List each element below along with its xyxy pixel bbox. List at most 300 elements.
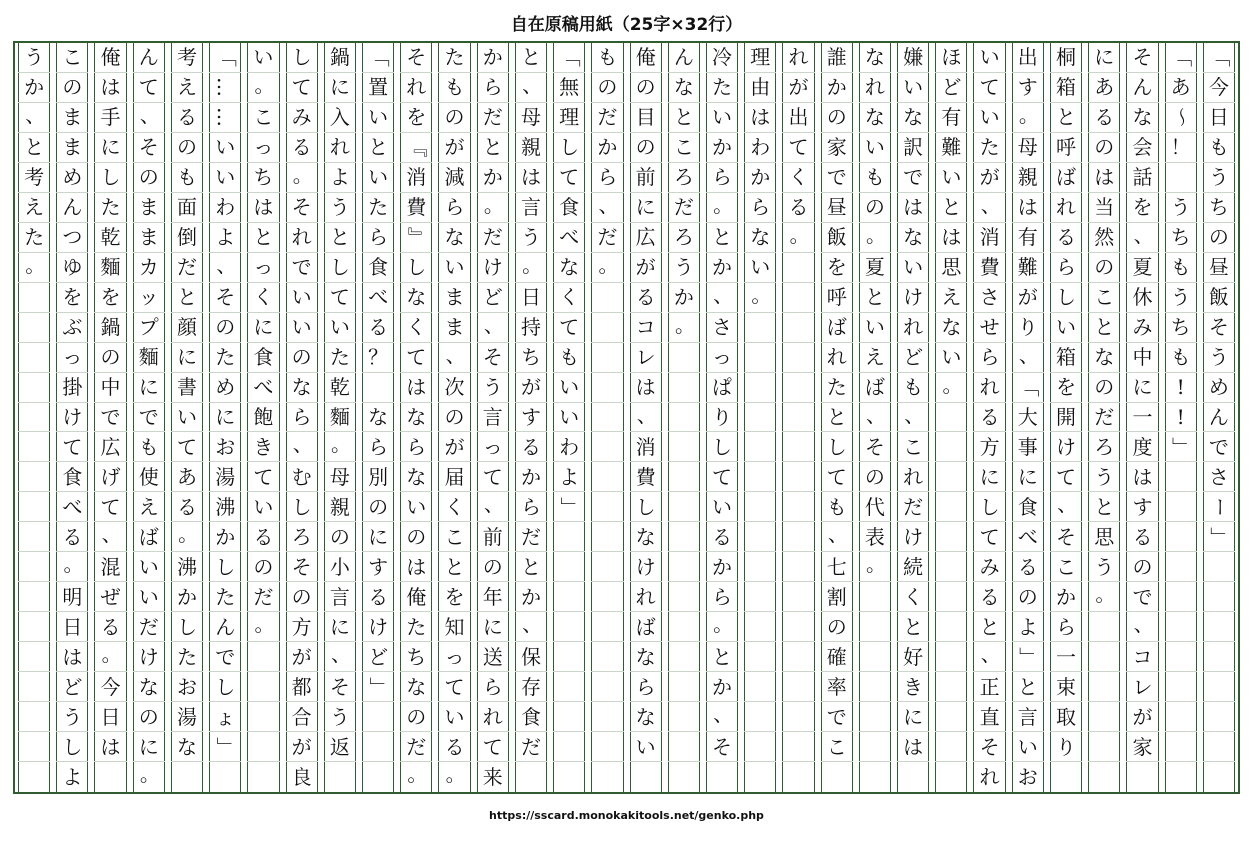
- grid-cell: 、: [515, 73, 547, 103]
- grid-cell: [18, 432, 50, 462]
- grid-cell: が: [1012, 283, 1044, 313]
- grid-cell: く: [897, 582, 929, 612]
- grid-cell: [859, 732, 891, 762]
- grid-cell: 。: [591, 253, 623, 283]
- grid-cell: 麵: [94, 253, 126, 283]
- grid-cell: に: [1012, 462, 1044, 492]
- manuscript-line: [244, 43, 282, 792]
- grid-cell: [744, 522, 776, 552]
- grid-cell: う: [1203, 343, 1235, 373]
- grid-cell: す: [362, 552, 394, 582]
- grid-cell: な: [171, 732, 203, 762]
- grid-cell: ま: [133, 193, 165, 223]
- grid-cell: も: [1165, 253, 1197, 283]
- grid-cell: [591, 403, 623, 433]
- grid-cell: と: [1050, 103, 1082, 133]
- grid-cell: 、: [897, 403, 929, 433]
- grid-cell: !: [1165, 403, 1197, 433]
- grid-cell: [1088, 672, 1120, 702]
- grid-cell: に: [133, 732, 165, 762]
- grid-cell: な: [133, 672, 165, 702]
- grid-cell: よ: [324, 163, 356, 193]
- grid-cell: に: [1126, 373, 1158, 403]
- grid-cell: ろ: [668, 223, 700, 253]
- grid-cell: 俺: [400, 582, 432, 612]
- grid-cell: [668, 612, 700, 642]
- grid-cell: い: [400, 492, 432, 522]
- grid-cell: も: [897, 373, 929, 403]
- grid-cell: [94, 762, 126, 792]
- grid-cell: な: [744, 223, 776, 253]
- grid-cell: て: [133, 73, 165, 103]
- grid-cell: こ: [56, 43, 88, 73]
- grid-cell: [591, 343, 623, 373]
- grid-cell: の: [1088, 373, 1120, 403]
- grid-cell: け: [56, 403, 88, 433]
- grid-cell: 日: [94, 702, 126, 732]
- grid-cell: 。: [56, 552, 88, 582]
- grid-cell: か: [591, 133, 623, 163]
- grid-cell: い: [286, 313, 318, 343]
- grid-cell: 割: [821, 582, 853, 612]
- grid-cell: る: [286, 133, 318, 163]
- grid-cell: て: [973, 522, 1005, 552]
- grid-cell: 年: [477, 582, 509, 612]
- grid-cell: ん: [209, 612, 241, 642]
- grid-cell: す: [515, 403, 547, 433]
- grid-cell: 送: [477, 642, 509, 672]
- grid-cell: な: [400, 462, 432, 492]
- grid-cell: れ: [1050, 193, 1082, 223]
- grid-cell: る: [515, 432, 547, 462]
- grid-cell: こ: [247, 103, 279, 133]
- grid-cell: そ: [859, 432, 891, 462]
- grid-cell: 掛: [56, 373, 88, 403]
- grid-cell: ま: [133, 223, 165, 253]
- grid-cell: [18, 552, 50, 582]
- grid-cell: [859, 582, 891, 612]
- grid-cell: 今: [94, 672, 126, 702]
- grid-cell: [782, 492, 814, 522]
- grid-cell: そ: [706, 732, 738, 762]
- grid-cell: ん: [1126, 73, 1158, 103]
- grid-cell: に: [171, 343, 203, 373]
- grid-cell: [591, 762, 623, 792]
- grid-cell: た: [362, 193, 394, 223]
- grid-cell: 箱: [1050, 343, 1082, 373]
- grid-cell: 、: [706, 702, 738, 732]
- grid-cell: め: [1203, 373, 1235, 403]
- grid-cell: [630, 762, 662, 792]
- grid-cell: る: [1088, 103, 1120, 133]
- grid-cell: て: [782, 133, 814, 163]
- grid-cell: 来: [482, 765, 503, 789]
- grid-cell: [18, 672, 50, 702]
- grid-cell: な: [400, 672, 432, 702]
- grid-cell: な: [286, 373, 318, 403]
- grid-cell: [782, 403, 814, 433]
- grid-cell: 母: [1012, 133, 1044, 163]
- grid-cell: し: [286, 43, 318, 73]
- grid-cell: [591, 582, 623, 612]
- grid-cell: ら: [438, 193, 470, 223]
- grid-cell: [744, 702, 776, 732]
- grid-cell: に: [630, 193, 662, 223]
- grid-cell: 桐: [1050, 43, 1082, 73]
- grid-cell: お: [209, 432, 241, 462]
- grid-cell: [362, 732, 394, 762]
- manuscript-line: [512, 43, 550, 792]
- grid-cell: る: [1012, 552, 1044, 582]
- grid-cell: [1165, 582, 1197, 612]
- grid-cell: い: [630, 732, 662, 762]
- grid-cell: 話: [1126, 163, 1158, 193]
- grid-cell: は: [247, 193, 279, 223]
- grid-cell: [744, 462, 776, 492]
- grid-cell: と: [706, 642, 738, 672]
- grid-cell: [744, 373, 776, 403]
- grid-cell: か: [706, 672, 738, 702]
- grid-cell: し: [56, 732, 88, 762]
- grid-cell: 、: [1126, 223, 1158, 253]
- grid-cell: [18, 762, 50, 792]
- grid-cell: の: [400, 522, 432, 552]
- grid-cell: [668, 702, 700, 732]
- manuscript-line: [1009, 43, 1047, 792]
- grid-cell: し: [286, 492, 318, 522]
- grid-cell: は: [744, 103, 776, 133]
- grid-cell: は: [897, 732, 929, 762]
- grid-cell: に: [362, 522, 394, 552]
- grid-cell: 消: [630, 432, 662, 462]
- grid-cell: 沸: [171, 552, 203, 582]
- grid-cell: に: [94, 133, 126, 163]
- grid-cell: か: [515, 462, 547, 492]
- grid-cell: た: [324, 343, 356, 373]
- grid-cell: い: [973, 43, 1005, 73]
- grid-cell: は: [515, 163, 547, 193]
- grid-cell: 書: [171, 373, 203, 403]
- manuscript-line: [359, 43, 397, 792]
- grid-cell: な: [553, 253, 585, 283]
- grid-cell: ら: [286, 403, 318, 433]
- grid-cell: 都: [286, 672, 318, 702]
- grid-cell: [668, 462, 700, 492]
- grid-cell: 』: [400, 223, 432, 253]
- grid-cell: ろ: [286, 522, 318, 552]
- grid-cell: の: [209, 313, 241, 343]
- grid-cell: [782, 462, 814, 492]
- grid-cell: [859, 612, 891, 642]
- grid-cell: [668, 762, 700, 792]
- grid-cell: [859, 672, 891, 702]
- grid-cell: [744, 642, 776, 672]
- grid-cell: い: [1050, 313, 1082, 343]
- grid-cell: し: [209, 672, 241, 702]
- grid-cell: な: [897, 223, 929, 253]
- grid-cell: は: [56, 642, 88, 672]
- manuscript-line: [588, 43, 626, 792]
- grid-cell: か: [477, 163, 509, 193]
- grid-cell: し: [171, 612, 203, 642]
- grid-cell: [591, 672, 623, 702]
- grid-cell: 合: [286, 702, 318, 732]
- grid-cell: て: [706, 462, 738, 492]
- grid-cell: 」: [209, 732, 241, 762]
- grid-cell: [553, 522, 585, 552]
- grid-cell: の: [247, 552, 279, 582]
- grid-cell: に: [324, 612, 356, 642]
- grid-cell: い: [706, 492, 738, 522]
- grid-cell: を: [821, 253, 853, 283]
- grid-cell: 方: [973, 432, 1005, 462]
- grid-cell: [1165, 702, 1197, 732]
- grid-cell: [744, 612, 776, 642]
- grid-cell: い: [133, 552, 165, 582]
- grid-cell: れ: [324, 133, 356, 163]
- grid-cell: す: [1126, 492, 1158, 522]
- grid-cell: 食: [515, 702, 547, 732]
- grid-cell: な: [935, 313, 967, 343]
- grid-cell: ら: [477, 672, 509, 702]
- grid-cell: ろ: [668, 163, 700, 193]
- manuscript-line: [15, 43, 53, 792]
- grid-cell: 消: [400, 163, 432, 193]
- grid-cell: そ: [1203, 313, 1235, 343]
- grid-cell: ぜ: [94, 582, 126, 612]
- grid-cell: 由: [744, 73, 776, 103]
- grid-cell: [18, 283, 50, 313]
- grid-cell: [18, 642, 50, 672]
- grid-cell: し: [821, 432, 853, 462]
- grid-cell: だ: [591, 223, 623, 253]
- grid-cell: て: [553, 163, 585, 193]
- grid-cell: の: [821, 612, 853, 642]
- grid-cell: ら: [630, 672, 662, 702]
- grid-cell: も: [591, 43, 623, 73]
- grid-cell: 良: [291, 765, 312, 789]
- grid-cell: [591, 732, 623, 762]
- grid-cell: [1203, 702, 1235, 732]
- grid-cell: 知: [438, 612, 470, 642]
- grid-cell: こ: [1088, 283, 1120, 313]
- page-title: 自在原稿用紙（25字×32行）: [510, 15, 743, 35]
- grid-cell: れ: [477, 702, 509, 732]
- grid-cell: で: [821, 702, 853, 732]
- grid-cell: だ: [477, 103, 509, 133]
- grid-cell: の: [1088, 133, 1120, 163]
- grid-cell: [859, 702, 891, 732]
- grid-cell: い: [859, 313, 891, 343]
- grid-cell: た: [94, 193, 126, 223]
- grid-cell: ど: [362, 642, 394, 672]
- grid-cell: ろ: [1088, 432, 1120, 462]
- grid-cell: 乾: [324, 373, 356, 403]
- grid-cell: の: [859, 193, 891, 223]
- grid-cell: [935, 522, 967, 552]
- grid-cell: 。: [247, 612, 279, 642]
- grid-cell: 俺: [630, 43, 662, 73]
- grid-cell: と: [668, 103, 700, 133]
- grid-cell: に: [477, 612, 509, 642]
- grid-cell: [744, 343, 776, 373]
- grid-cell: だ: [477, 223, 509, 253]
- grid-cell: 食: [362, 253, 394, 283]
- grid-cell: る: [362, 313, 394, 343]
- grid-cell: 鍋: [94, 313, 126, 343]
- grid-cell: け: [1050, 432, 1082, 462]
- grid-cell: に: [209, 403, 241, 433]
- grid-cell: 麵: [133, 343, 165, 373]
- grid-cell: の: [1126, 552, 1158, 582]
- grid-cell: そ: [286, 193, 318, 223]
- grid-cell: と: [362, 133, 394, 163]
- grid-cell: か: [706, 133, 738, 163]
- grid-cell: 沸: [209, 492, 241, 522]
- grid-cell: ほ: [935, 43, 967, 73]
- grid-cell: の: [286, 343, 318, 373]
- grid-cell: [591, 313, 623, 343]
- grid-cell: [668, 582, 700, 612]
- manuscript-line: [550, 43, 588, 792]
- grid-cell: る: [630, 283, 662, 313]
- grid-cell: っ: [477, 432, 509, 462]
- grid-cell: 」: [1012, 642, 1044, 672]
- grid-cell: 、: [477, 313, 509, 343]
- grid-cell: [782, 672, 814, 702]
- grid-cell: っ: [438, 642, 470, 672]
- grid-cell: て: [56, 432, 88, 462]
- grid-cell: れ: [859, 73, 891, 103]
- grid-cell: て: [477, 462, 509, 492]
- manuscript-line: [1085, 43, 1123, 792]
- grid-cell: 、: [209, 253, 241, 283]
- grid-cell: が: [438, 133, 470, 163]
- manuscript-line: [741, 43, 779, 792]
- grid-cell: 昼: [821, 193, 853, 223]
- grid-cell: の: [94, 343, 126, 373]
- grid-cell: い: [973, 103, 1005, 133]
- grid-cell: だ: [897, 492, 929, 522]
- grid-cell: [1165, 163, 1197, 193]
- grid-cell: 。: [935, 373, 967, 403]
- grid-cell: 開: [1050, 403, 1082, 433]
- grid-cell: [782, 522, 814, 552]
- grid-cell: [324, 762, 356, 792]
- grid-cell: [1165, 762, 1197, 792]
- grid-cell: ぱ: [706, 373, 738, 403]
- grid-cell: 湯: [209, 462, 241, 492]
- grid-cell: る: [362, 582, 394, 612]
- grid-cell: べ: [56, 492, 88, 522]
- grid-cell: で: [209, 642, 241, 672]
- grid-cell: わ: [744, 133, 776, 163]
- grid-cell: [668, 522, 700, 552]
- grid-cell: ち: [1165, 223, 1197, 253]
- grid-cell: こ: [1050, 552, 1082, 582]
- grid-cell: り: [706, 403, 738, 433]
- grid-cell: べ: [247, 373, 279, 403]
- grid-cell: る: [1126, 522, 1158, 552]
- grid-cell: 食: [1012, 492, 1044, 522]
- grid-cell: 目: [630, 103, 662, 133]
- grid-cell: ま: [438, 313, 470, 343]
- grid-cell: な: [400, 403, 432, 433]
- grid-cell: [744, 762, 776, 792]
- grid-cell: [1165, 642, 1197, 672]
- grid-cell: 率: [821, 672, 853, 702]
- grid-cell: 中: [1126, 343, 1158, 373]
- grid-cell: れ: [979, 765, 1000, 789]
- grid-cell: か: [821, 73, 853, 103]
- grid-cell: 日: [56, 612, 88, 642]
- grid-cell: た: [821, 373, 853, 403]
- grid-cell: い: [133, 582, 165, 612]
- grid-cell: が: [973, 163, 1005, 193]
- grid-cell: た: [171, 642, 203, 672]
- grid-cell: た: [18, 223, 50, 253]
- grid-cell: の: [438, 403, 470, 433]
- grid-cell: い: [209, 133, 241, 163]
- grid-cell: み: [973, 552, 1005, 582]
- grid-cell: [1203, 552, 1235, 582]
- grid-cell: の: [477, 552, 509, 582]
- grid-cell: る: [973, 582, 1005, 612]
- grid-cell: り: [1050, 732, 1082, 762]
- grid-cell: 冷: [706, 43, 738, 73]
- grid-cell: て: [324, 283, 356, 313]
- grid-cell: ら: [1050, 253, 1082, 283]
- grid-cell: 難: [1012, 253, 1044, 283]
- grid-cell: 「: [209, 43, 241, 73]
- grid-cell: 。: [1012, 103, 1044, 133]
- grid-cell: [591, 612, 623, 642]
- grid-cell: [668, 732, 700, 762]
- grid-cell: て: [94, 492, 126, 522]
- grid-cell: が: [1126, 702, 1158, 732]
- grid-cell: し: [209, 552, 241, 582]
- grid-cell: は: [1012, 193, 1044, 223]
- grid-cell: 「: [1012, 373, 1044, 403]
- grid-cell: 、: [859, 403, 891, 433]
- grid-cell: 会: [1126, 133, 1158, 163]
- grid-cell: [18, 702, 50, 732]
- grid-cell: た: [209, 343, 241, 373]
- grid-cell: [935, 462, 967, 492]
- grid-cell: く: [438, 492, 470, 522]
- grid-cell: か: [706, 253, 738, 283]
- grid-cell: 続: [897, 552, 929, 582]
- grid-cell: ば: [821, 313, 853, 343]
- grid-cell: い: [897, 73, 929, 103]
- grid-cell: い: [438, 253, 470, 283]
- grid-cell: も: [438, 73, 470, 103]
- grid-cell: を: [1050, 373, 1082, 403]
- grid-cell: [1088, 732, 1120, 762]
- grid-cell: 前: [477, 522, 509, 552]
- grid-cell: う: [668, 253, 700, 283]
- manuscript-grid: [13, 41, 1240, 794]
- grid-cell: だ: [133, 612, 165, 642]
- grid-cell: [935, 702, 967, 732]
- grid-cell: 鍋: [324, 43, 356, 73]
- grid-cell: け: [133, 642, 165, 672]
- grid-cell: る: [171, 103, 203, 133]
- grid-cell: が: [438, 432, 470, 462]
- manuscript-line: [1047, 43, 1085, 792]
- grid-cell: [247, 642, 279, 672]
- grid-cell: 当: [1088, 193, 1120, 223]
